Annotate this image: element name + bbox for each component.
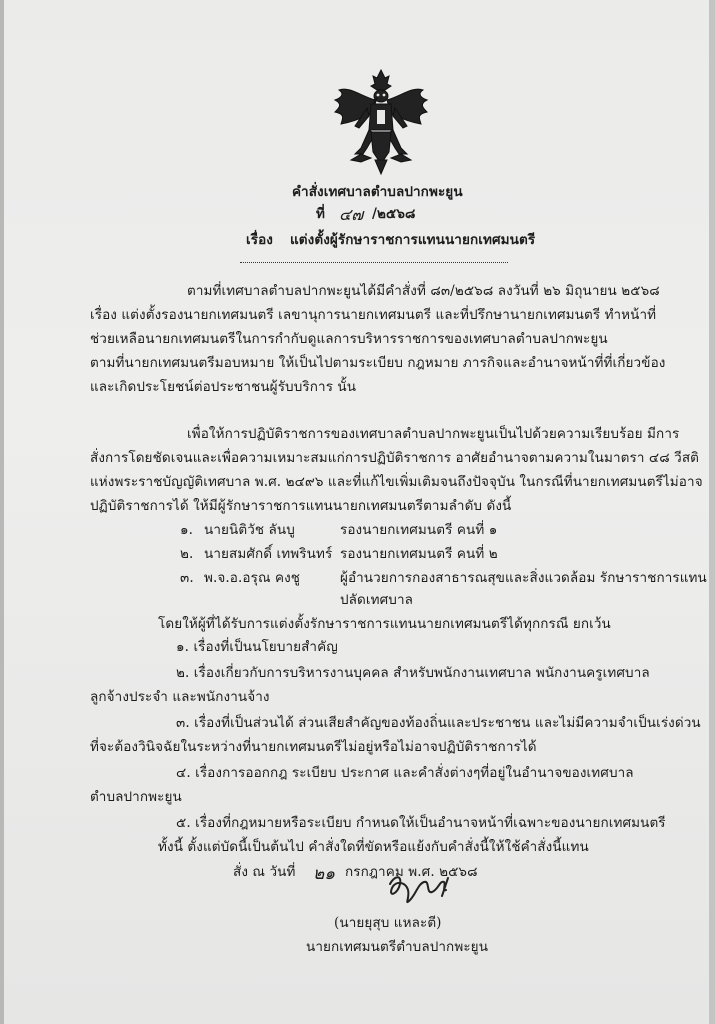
official-no: ๑.: [180, 522, 194, 538]
exceptions-intro: โดยให้ผู้ที่ได้รับการแต่งตั้งรักษาราชการแทนนายกเทศมนตรีได้ทุกกรณี ยกเว้น: [158, 616, 611, 632]
exception-item-cont: ที่จะต้องวินิจฉัยในระหว่างที่นายกเทศมนตรีไม่อยู่หรือไม่อาจปฏิบัติราชการได้: [90, 739, 537, 755]
signer-name: (นายยุสุบ แหละตี): [334, 915, 442, 931]
order-title: คำสั่งเทศบาลตำบลปากพะยูน: [292, 184, 463, 200]
garuda-emblem-icon: [330, 68, 432, 178]
signer-title: นายกเทศมนตรีตำบลปากพะยูน: [306, 939, 489, 955]
official-position-cont: ปลัดเทศบาล: [340, 592, 414, 608]
official-no: ๓.: [180, 570, 194, 586]
exception-item: ๕. เรื่องที่กฎหมายหรือระเบียบ กำหนดให้เป็นอำนาจหน้าที่เฉพาะของนายกเทศมนตรี: [176, 815, 666, 831]
official-position: ผู้อำนวยการกองสาธารณสุขและสิ่งแวดล้อม รักษาราชการแทน: [340, 570, 707, 586]
order-date-day-handwritten: ๒๑: [313, 864, 336, 884]
para1-line: ช่วยเหลือนายกเทศมนตรีในการกำกับดูแลการบริหารราชการของเทศบาลตำบลปากพะยูน: [90, 331, 608, 347]
order-number-suffix: /๒๕๖๘: [372, 206, 416, 222]
para2-line: ปฏิบัติราชการได้ ให้มีผู้รักษาราชการแทนนายกเทศมนตรีตามลำดับ ดังนี้: [90, 498, 512, 514]
header-separator: [240, 262, 508, 263]
closing-statement: ทั้งนี้ ตั้งแต่บัดนี้เป็นต้นไป คำสั่งใดที่ขัดหรือแย้งกับคำสั่งนี้ให้ใช้คำสั่งนี้แทน: [158, 839, 589, 855]
official-no: ๒.: [180, 546, 194, 562]
exception-item-cont: ลูกจ้างประจำ และพนักงานจ้าง: [90, 689, 270, 705]
official-position: รองนายกเทศมนตรี คนที่ ๒: [340, 546, 498, 562]
exception-item: ๑. เรื่องที่เป็นนโยบายสำคัญ: [176, 639, 338, 655]
handwritten-signature-icon: [380, 866, 460, 910]
exception-item: ๒. เรื่องเกี่ยวกับการบริหารงานบุคคล สำหรับพนักงานเทศบาล พนักงานครูเทศบาล: [176, 665, 650, 681]
official-name: นายสมศักดิ์ เทพรินทร์: [204, 546, 333, 562]
order-date-rest: กรกฎาคม พ.ศ. ๒๕๖๘: [345, 864, 478, 880]
para2-line: แห่งพระราชบัญญัติเทศบาล พ.ศ. ๒๔๙๖ และที่แก้ไขเพิ่มเติมจนถึงปัจจุบัน ในกรณีที่นายกเทศมนตรีไม่อาจ: [90, 474, 703, 490]
subject-label: เรื่อง: [246, 232, 273, 248]
para1-line: เรื่อง แต่งตั้งรองนายกเทศมนตรี เลขานุการนายกเทศมนตรี และที่ปรึกษานายกเทศมนตรี ทำหน้าที่: [90, 307, 657, 323]
official-position: รองนายกเทศมนตรี คนที่ ๑: [340, 522, 498, 538]
page-edge-right: [709, 0, 715, 1024]
official-name: นายนิติวัช ลันบู: [204, 522, 295, 538]
order-number-handwritten: ๔๗: [339, 205, 364, 224]
exception-item: ๓. เรื่องที่เป็นส่วนได้ ส่วนเสียสำคัญของท้องถิ่นและประชาชน และไม่มีความจำเป็นเร่งด่วน: [176, 715, 701, 731]
page-edge-left: [0, 0, 4, 1024]
order-date-prefix: สั่ง ณ วันที่: [233, 864, 296, 880]
exception-item: ๔. เรื่องการออกกฎ ระเบียบ ประกาศ และคำสั่งต่างๆที่อยู่ในอำนาจของเทศบาล: [176, 765, 634, 781]
para1-line: และเกิดประโยชน์ต่อประชาชนผู้รับบริการ นั้น: [90, 379, 357, 395]
para2-line: เพื่อให้การปฏิบัติราชการของเทศบาลตำบลปากพะยูนเป็นไปด้วยความเรียบร้อย มีการ: [187, 426, 680, 442]
para2-line: สั่งการโดยชัดเจนและเพื่อความเหมาะสมแก่การปฏิบัติราชการ อาศัยอำนาจตามความในมาตรา ๔๘ วีสติ: [90, 450, 700, 466]
para1-line: ตามที่เทศบาลตำบลปากพะยูนได้มีคำสั่งที่ ๘๓/๒๕๖๘ ลงวันที่ ๒๖ มิถุนายน ๒๕๖๘: [187, 283, 660, 299]
exception-item-cont: ตำบลปากพะยูน: [90, 789, 182, 805]
subject-text: แต่งตั้งผู้รักษาราชการแทนนายกเทศมนตรี: [290, 232, 536, 248]
para1-line: ตามที่นายกเทศมนตรีมอบหมาย ให้เป็นไปตามระเบียบ กฎหมาย ภารกิจและอำนาจหน้าที่ที่เกี่ยวข้อง: [90, 355, 666, 371]
official-name: พ.จ.อ.อรุณ คงชู: [204, 570, 301, 586]
order-number-prefix: ที่: [316, 206, 325, 222]
